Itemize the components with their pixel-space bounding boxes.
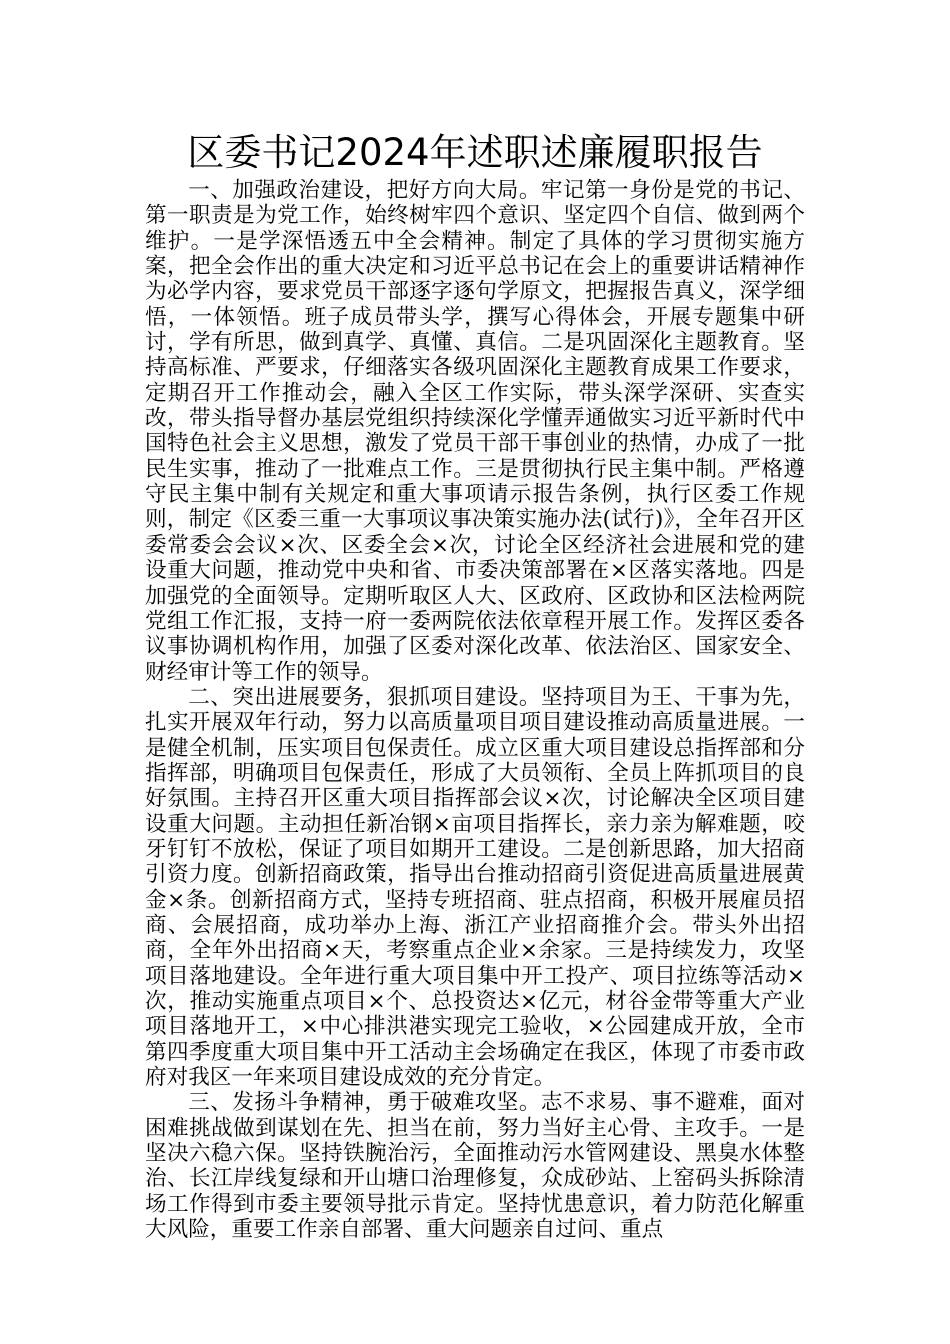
paragraph-struggle-spirit: 三、发扬斗争精神，勇于破难攻坚。志不求易、事不避难，面对困难挑战做到谋划在先、担当在前，努力当好主心骨、主攻手。一是坚决六稳六保。坚持铁腕治污，全面推动污水管网建设、黑臭水体整治、长江岸线复绿和开山塘口治理修复，众成砂站、上窑码头拆除清场工作得到市委主要领导批示肯定。坚持忧患意识，着力防范化解重大风险，重要工作亲自部署、重大问题亲自过问、重点: [145, 1090, 805, 1243]
paragraph-project-construction: 二、突出进展要务，狠抓项目建设。坚持项目为王、干事为先，扎实开展双年行动，努力以高质量项目项目建设推动高质量进展。一是健全机制，压实项目包保责任。成立区重大项目建设总指挥部和分指挥部，明确项目包保责任，形成了大员领衔、全员上阵抓项目的良好氛围。主持召开区重大项目指挥部会议×次，讨论解决全区项目建设重大问题。主动担任新冶钢×亩项目指挥长，亲力亲为解难题，咬牙钉钉不放松，保证了项目如期开工建设。二是创新思路，加大招商引资力度。创新招商政策，指导出台推动招商引资促进高质量进展黄金×条。创新招商方式，坚持专班招商、驻点招商，积极开展雇员招商、会展招商，成功举办上海、浙江产业招商推介会。带头外出招商，全年外出招商×天，考察重点企业×余家。三是持续发力，攻坚项目落地建设。全年进行重大项目集中开工投产、项目拉练等活动×次，推动实施重点项目×个、总投资达×亿元，材谷金带等重大产业项目落地开工，×中心排洪港实现完工验收，×公园建成开放，全市第四季度重大项目集中开工活动主会场确定在我区，体现了市委市政府对我区一年来项目建设成效的充分肯定。: [145, 684, 805, 1091]
document-title: 区委书记2024年述职述廉履职报告: [187, 131, 763, 174]
paragraph-political-building: 一、加强政治建设，把好方向大局。牢记第一身份是党的书记、第一职责是为党工作，始终树牢四个意识、坚定四个自信、做到两个维护。一是学深悟透五中全会精神。制定了具体的学习贯彻实施方案，把全会作出的重大决定和习近平总书记在会上的重要讲话精神作为必学内容，要求党员干部逐字逐句学原文，把握报告真义，深学细悟，一体领悟。班子成员带头学，撰写心得体会，开展专题集中研讨，学有所思，做到真学、真懂、真信。二是巩固深化主题教育。坚持高标准、严要求，仔细落实各级巩固深化主题教育成果工作要求，定期召开工作推动会，融入全区工作实际，带头深学深研、实查实改，带头指导督办基层党组织持续深化学懂弄通做实习近平新时代中国特色社会主义思想，激发了党员干部干事创业的热情，办成了一批民生实事，推动了一批难点工作。三是贯彻执行民主集中制。严格遵守民主集中制有关规定和重大事项请示报告条例，执行区委工作规则，制定《区委三重一大事项议事决策实施办法(试行)》，全年召开区委常委会会议×次、区委全会×次，讨论全区经济社会进展和党的建设重大问题，推动党中央和省、市委决策部署在×区落实落地。四是加强党的全面领导。定期听取区人大、区政府、区政协和区法检两院党组工作汇报，支持一府一委两院依法依章程开展工作。发挥区委各议事协调机构作用，加强了区委对深化改革、依法治区、国家安全、财经审计等工作的领导。: [145, 178, 805, 685]
document-page: [145, 128, 805, 1242]
